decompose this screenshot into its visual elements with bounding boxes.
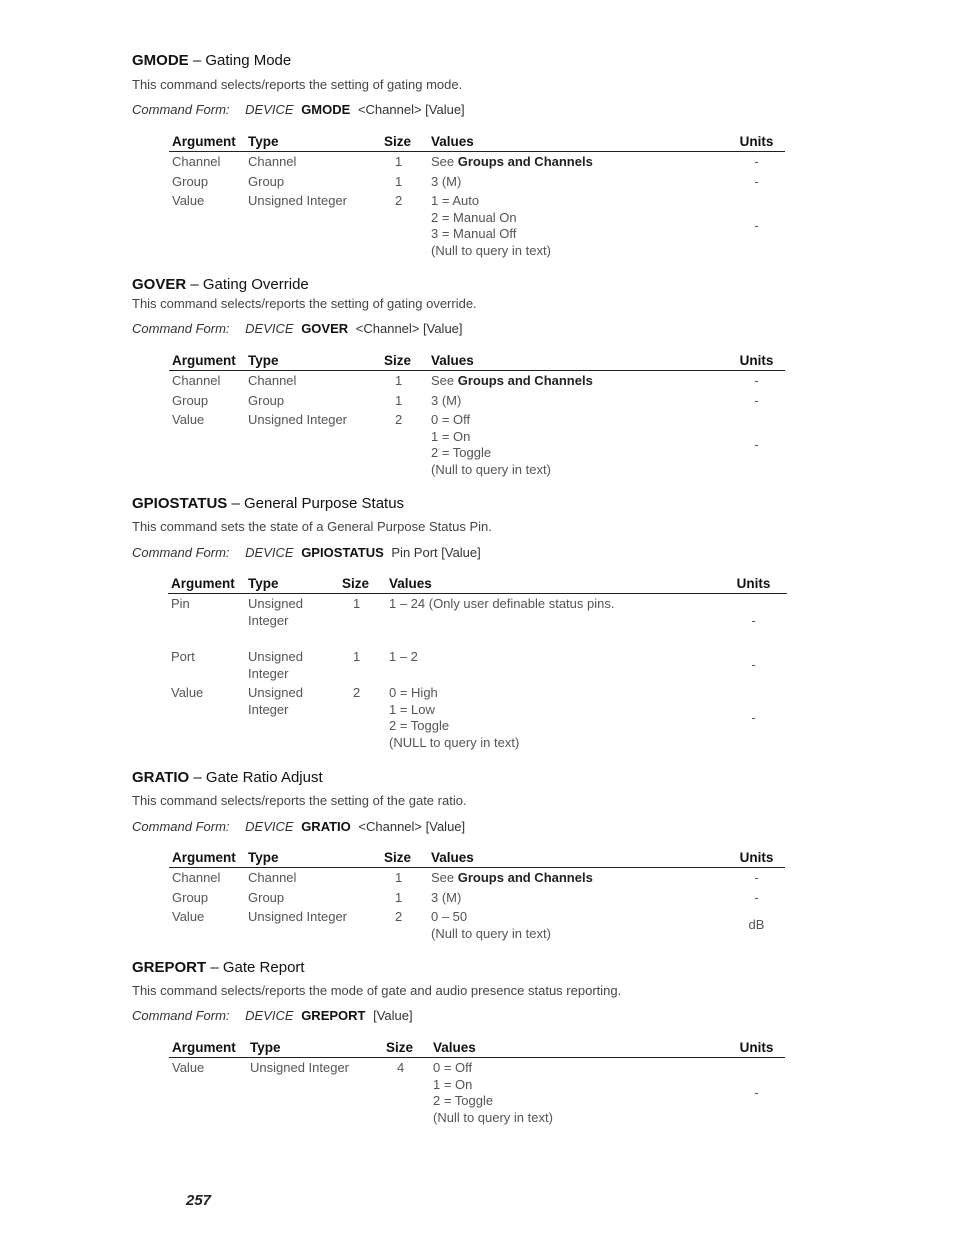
value-line: 3 = Manual Off xyxy=(431,226,517,242)
table-row xyxy=(169,888,785,908)
cell-values xyxy=(428,172,728,192)
value-line: 2 = Toggle xyxy=(431,445,492,461)
value-line: 3 (M) xyxy=(431,173,462,189)
cell-size: 1 xyxy=(395,392,403,408)
value-line: 1 = On xyxy=(431,428,471,444)
page-number: 257 xyxy=(186,1192,212,1209)
cell-size: 1 xyxy=(353,649,361,664)
value-line: 0 = Off xyxy=(431,412,471,428)
command-form xyxy=(132,545,481,560)
header-values: Values xyxy=(428,132,728,152)
header-units: Units xyxy=(720,574,787,594)
cell-size: 1 xyxy=(395,154,403,169)
header-units: Units xyxy=(728,848,785,868)
argument-table xyxy=(169,848,785,943)
command-name: GMODE xyxy=(132,52,189,69)
cell-argument: Value xyxy=(172,193,205,209)
command-form-device: DEVICE xyxy=(245,1008,294,1023)
value-line: 0 = Off xyxy=(433,1060,473,1075)
cell-size: 4 xyxy=(397,1060,405,1075)
header-type: Type xyxy=(245,848,381,868)
cell-type: Unsigned Integer xyxy=(248,596,303,628)
value-line: 2 = Manual On xyxy=(431,209,517,225)
section-title: GREPORT – Gate Report xyxy=(132,959,305,976)
command-form-label: Command Form: xyxy=(132,102,230,117)
table-row xyxy=(168,647,787,683)
cell-argument: Group xyxy=(172,173,209,189)
value-line: (Null to query in text) xyxy=(431,925,551,941)
value-line: (NULL to query in text) xyxy=(389,734,520,750)
command-form-params: <Channel> [Value] xyxy=(357,102,465,117)
cell-type: Channel xyxy=(248,154,297,169)
cell-units: - xyxy=(754,437,759,453)
table-row xyxy=(169,172,785,192)
cell-argument: Value xyxy=(172,1060,205,1075)
section-description: This command selects/reports the setting of gating mode. xyxy=(132,77,463,92)
argument-table xyxy=(169,351,785,480)
command-form-params: <Channel> [Value] xyxy=(358,819,466,834)
command-form-device: DEVICE xyxy=(245,819,294,834)
value-line: 2 = Toggle xyxy=(389,718,450,734)
value-line: 3 (M) xyxy=(431,889,462,905)
cell-argument: Channel xyxy=(172,154,221,169)
command-form-command: GOVER xyxy=(301,321,349,336)
section-description: This command selects/reports the setting of gating override. xyxy=(132,296,477,311)
cell-values xyxy=(386,647,720,683)
command-form-device: DEVICE xyxy=(245,545,294,560)
cell-type: Unsigned Integer xyxy=(248,193,348,209)
cell-values xyxy=(430,1058,728,1128)
header-type: Type xyxy=(245,574,339,594)
cell-argument: Group xyxy=(172,392,209,408)
table-row xyxy=(169,868,785,888)
table-header-row xyxy=(169,132,785,152)
header-values: Values xyxy=(428,848,728,868)
command-form xyxy=(132,102,465,117)
command-form-command: GPIOSTATUS xyxy=(301,545,384,560)
cell-argument: Value xyxy=(172,412,205,428)
table-row xyxy=(169,1058,785,1128)
command-name: GRATIO xyxy=(132,769,190,786)
command-form-command: GREPORT xyxy=(301,1008,366,1023)
command-form-label: Command Form: xyxy=(132,819,230,834)
value-line: 1 – 2 xyxy=(389,649,418,664)
cell-type: Channel xyxy=(248,870,297,885)
command-form-params: Pin Port [Value] xyxy=(391,545,481,560)
cell-size: 1 xyxy=(395,373,403,388)
table-row xyxy=(169,191,785,260)
argument-table xyxy=(168,574,787,753)
command-title: Gate Report xyxy=(222,959,305,976)
cell-argument: Channel xyxy=(172,870,221,885)
cell-argument: Group xyxy=(172,889,209,905)
cell-argument: Value xyxy=(172,909,205,925)
header-argument: Argument xyxy=(168,574,245,594)
cell-size: 2 xyxy=(395,909,403,925)
value-line: 2 = Toggle xyxy=(433,1093,494,1109)
command-form-label: Command Form: xyxy=(132,321,230,336)
section-description: This command selects/reports the mode of gate and audio presence status reporting. xyxy=(132,983,622,998)
command-form-label: Command Form: xyxy=(132,1008,230,1023)
section-title: GOVER – Gating Override xyxy=(132,276,309,293)
cell-type: Group xyxy=(248,392,285,408)
cell-values xyxy=(428,888,728,908)
header-argument: Argument xyxy=(169,848,245,868)
cell-values xyxy=(386,594,720,648)
header-units: Units xyxy=(728,1038,785,1058)
cell-units: - xyxy=(754,889,759,905)
cell-values xyxy=(428,371,728,391)
value-line: (Null to query in text) xyxy=(431,242,551,258)
command-title: Gating Override xyxy=(202,276,309,293)
command-form-device: DEVICE xyxy=(245,102,294,117)
header-size: Size xyxy=(381,132,428,152)
value-line: 1 – 24 (Only user definable status pins. xyxy=(389,596,615,611)
section-title: GMODE – Gating Mode xyxy=(132,52,292,69)
header-type: Type xyxy=(245,132,381,152)
section-title: GRATIO – Gate Ratio Adjust xyxy=(132,769,323,786)
header-size: Size xyxy=(381,351,428,371)
command-title: Gating Mode xyxy=(205,52,292,69)
table-row xyxy=(169,907,785,943)
cell-type: Unsigned Integer xyxy=(248,412,348,428)
cell-values xyxy=(428,391,728,411)
cell-units: - xyxy=(754,218,759,234)
section-title: GPIOSTATUS – General Purpose Status xyxy=(132,495,405,512)
cell-values xyxy=(428,152,728,172)
cell-type: Group xyxy=(248,889,285,905)
command-name: GOVER xyxy=(132,276,187,293)
section-description: This command selects/reports the setting of the gate ratio. xyxy=(132,793,467,808)
cell-values xyxy=(386,683,720,752)
cell-type: Group xyxy=(248,173,285,189)
value-line: 1 = Auto xyxy=(431,193,480,209)
cell-units: - xyxy=(754,1084,759,1100)
command-form-device: DEVICE xyxy=(245,321,294,336)
cell-type: Unsigned Integer xyxy=(248,685,303,717)
header-type: Type xyxy=(247,1038,383,1058)
cell-type: Channel xyxy=(248,373,297,388)
table-header-row xyxy=(169,1038,785,1058)
command-form-params: [Value] xyxy=(373,1008,413,1023)
cell-units: - xyxy=(754,373,759,388)
command-form-command: GMODE xyxy=(301,102,351,117)
table-row xyxy=(169,371,785,391)
cell-values xyxy=(428,868,728,888)
cell-units: - xyxy=(751,612,756,628)
header-units: Units xyxy=(728,351,785,371)
command-form xyxy=(132,1008,413,1023)
section-description: This command sets the state of a General Purpose Status Pin. xyxy=(132,519,492,534)
value-line: 0 = High xyxy=(389,685,438,701)
table-row xyxy=(169,152,785,172)
cell-size: 1 xyxy=(395,173,403,189)
cell-size: 1 xyxy=(353,596,361,611)
value-line: See Groups and Channels xyxy=(431,154,593,169)
command-form-label: Command Form: xyxy=(132,545,230,560)
cell-units: - xyxy=(751,710,756,726)
argument-table xyxy=(169,1038,785,1127)
header-argument: Argument xyxy=(169,132,245,152)
header-values: Values xyxy=(386,574,720,594)
header-size: Size xyxy=(383,1038,430,1058)
header-size: Size xyxy=(381,848,428,868)
header-values: Values xyxy=(428,351,728,371)
cell-values xyxy=(428,907,728,943)
command-form xyxy=(132,819,465,834)
cell-units: dB xyxy=(748,917,765,933)
header-values: Values xyxy=(430,1038,728,1058)
cell-type: Unsigned Integer xyxy=(248,649,303,681)
cell-argument: Channel xyxy=(172,373,221,388)
value-line: 1 = Low xyxy=(389,701,435,717)
cell-values xyxy=(428,410,728,479)
value-line: 0 – 50 xyxy=(431,909,468,925)
table-header-row xyxy=(169,351,785,371)
header-type: Type xyxy=(245,351,381,371)
cell-argument: Value xyxy=(171,685,204,701)
command-name: GPIOSTATUS xyxy=(132,495,228,512)
command-title: General Purpose Status xyxy=(243,495,405,512)
cell-size: 1 xyxy=(395,870,403,885)
argument-table xyxy=(169,132,785,261)
cell-units: - xyxy=(754,870,759,885)
cell-type: Unsigned Integer xyxy=(250,1060,350,1075)
table-header-row xyxy=(169,848,785,868)
table-row xyxy=(168,683,787,752)
value-line: 3 (M) xyxy=(431,392,462,408)
table-row xyxy=(168,594,787,648)
cell-units: - xyxy=(754,154,759,169)
header-argument: Argument xyxy=(169,351,245,371)
cell-type: Unsigned Integer xyxy=(248,909,348,925)
command-form xyxy=(132,321,463,336)
table-row xyxy=(169,410,785,479)
cell-size: 2 xyxy=(353,685,361,701)
command-form-command: GRATIO xyxy=(301,819,351,834)
command-name: GREPORT xyxy=(132,959,207,976)
cell-size: 1 xyxy=(395,889,403,905)
table-header-row xyxy=(168,574,787,594)
value-line: (Null to query in text) xyxy=(431,461,551,477)
cell-size: 2 xyxy=(395,412,403,428)
value-line: See Groups and Channels xyxy=(431,373,593,388)
header-size: Size xyxy=(339,574,386,594)
command-title: Gate Ratio Adjust xyxy=(205,769,323,786)
value-line: 1 = On xyxy=(433,1076,473,1092)
cell-units: - xyxy=(754,173,759,189)
cell-size: 2 xyxy=(395,193,403,209)
header-argument: Argument xyxy=(169,1038,247,1058)
cell-argument: Pin xyxy=(171,596,190,611)
command-form-params: <Channel> [Value] xyxy=(355,321,463,336)
table-row xyxy=(169,391,785,411)
cell-units: - xyxy=(754,392,759,408)
cell-values xyxy=(428,191,728,260)
cell-argument: Port xyxy=(171,649,195,664)
value-line: See Groups and Channels xyxy=(431,870,593,885)
value-line: (Null to query in text) xyxy=(433,1109,553,1125)
header-units: Units xyxy=(728,132,785,152)
cell-units: - xyxy=(751,657,756,673)
